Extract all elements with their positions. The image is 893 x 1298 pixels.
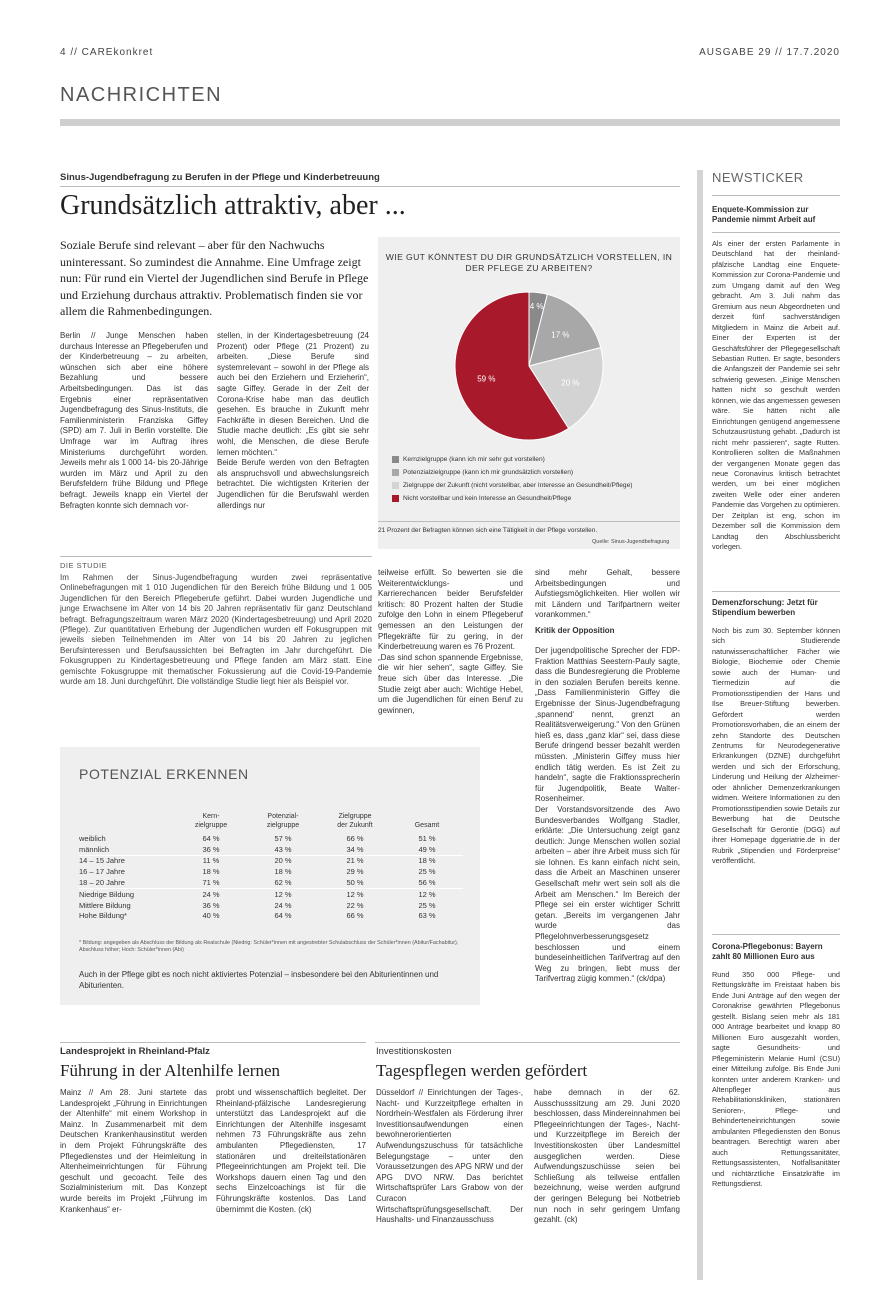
section-rule <box>60 119 840 126</box>
table-cell: 25 % <box>418 867 436 877</box>
article3-rule <box>375 1042 680 1043</box>
legend-swatch <box>392 469 399 476</box>
table-row-label: Hohe Bildung* <box>79 911 127 921</box>
table-header-row <box>79 800 463 833</box>
chart-caption: 21 Prozent der Befragten können sich eine Tätigkeit in der Pflege vorstellen. <box>378 527 598 534</box>
table-cell: 51 % <box>418 833 436 843</box>
pie-chart-box <box>378 237 680 549</box>
table-cell: 24 % <box>175 888 247 899</box>
article2-col-2: probt und wissenschaftlich begleitet. Der Rheinland-pfälzische Landesregierung unterstützt das Landesprojekt auf die Einrichtungen der Altenhilfe insgesamt nehmen 73 Führungskräfte aus zehn ambulanten Pflegediensten, 17 stationären und dreiteilstationären Pflegeeinrichtungen am Projekt teil. Die Workshops dauern einen Tag und den sechs Einzelcoachings ist für die Führungskräfte kostenlos. Das Land übernimmt die Kosten. (ck) <box>216 1088 366 1214</box>
article-col-3: teilweise erfüllt. So bewerten sie die Weiterentwicklungs- und Karrierechancen beider Berufsfelder kritisch: 80 Prozent halten der Studie zufolge den Lohn in einem Pflegeberuf gemessen an den Leistungen der Pflegekräfte für zu gering, in der Kinderbetreuung waren es 76 Prozent. „Das sind schon spannende Ergebnisse, die wir hier sehen“, sagte Giffey. Sie freue sich über das Interesse. „Die Studie zeigt aber auch: Wichtige Hebel, um die Jugendlichen für einen Beruf zu gewinnen, <box>378 568 523 715</box>
table-cell: 18 % <box>274 867 292 877</box>
article-col-4: sind mehr Gehalt, bessere Arbeitsbedingungen und Aufstiegsmöglichkeiten. Hier wollen wir mit Ländern und Tarifpartnern weiter vorankommen.“ <box>535 568 680 620</box>
table-row-label: 16 – 17 Jahre <box>79 867 125 877</box>
table-cell: 18 % <box>202 867 220 877</box>
article3-kicker: Investitionskosten <box>376 1046 452 1057</box>
studie-label: DIE STUDIE <box>60 561 108 570</box>
newsticker-rule <box>712 591 840 592</box>
table-row <box>79 844 463 855</box>
page-number: 4 // CAREkonkret <box>60 47 154 58</box>
table-cell: 57 % <box>274 833 292 843</box>
newsticker-rule <box>712 195 840 196</box>
table-cell: 62 % <box>274 878 292 888</box>
table-row-label: Niedrige Bildung <box>79 888 175 899</box>
table-cell: 49 % <box>418 844 436 854</box>
kicker-rule <box>60 186 680 187</box>
article2-rule <box>60 1042 366 1043</box>
table-row-label: weiblich <box>79 833 106 843</box>
newsticker-rule <box>712 232 840 233</box>
newsticker-headline-2: Demenzforschung: Jetzt für Stipendium bewerben <box>712 598 818 617</box>
table-cell: 21 % <box>319 855 391 866</box>
table-cell: 71 % <box>202 878 220 888</box>
legend-item-nicht <box>392 495 571 502</box>
table-cell: 24 % <box>274 900 292 910</box>
table-cell: 18 % <box>391 855 463 866</box>
chart-title: WIE GUT KÖNNTEST DU DIR GRUNDSÄTZLICH VORSTELLEN, IN DER PFLEGE ZU ARBEITEN? <box>385 252 673 273</box>
table-row <box>79 900 463 911</box>
article-col-1: Berlin // Junge Menschen haben durchaus Interesse an Pflegeberufen und der Kinderbetreuung – zu arbeiten, wünschen sich aber eine höhere Bezahlung und bessere Arbeitsbedingungen. Das ist das Ergebnis einer repräsentativen Jugendbefragung des Sinus-Instituts, die Familienministerin Franziska Giffey (SPD) am 7. Juli in Berlin vorstellte. Die Umfrage war im Auftrag ihres Ministeriums durchgeführt worden. Jeweils mehr als 1 000 14- bis 20-Jährige wurden im März und April zu den Berufsfeldern frühe Bildung und Pflege befragt. Jeweils knapp ein Viertel der Befragten konnte sich demnach vor- <box>60 331 208 510</box>
table-cell: 40 % <box>202 911 220 921</box>
table-row-label: 14 – 15 Jahre <box>79 855 175 866</box>
legend-item-zukunft <box>392 482 632 489</box>
newsticker-headline-3: Corona-Pflegebonus: Bayern zahlt 80 Millionen Euro aus <box>712 942 823 961</box>
pie-slice-label: 4 % <box>529 301 544 311</box>
table-cell: 34 % <box>346 844 364 854</box>
section-title: NACHRICHTEN <box>60 84 223 106</box>
table-row <box>79 911 463 922</box>
table-cell: 56 % <box>418 878 436 888</box>
article2-headline: Führung in der Altenhilfe lernen <box>60 1061 281 1080</box>
legend-swatch <box>392 482 399 489</box>
legend-swatch <box>392 495 399 502</box>
table-header-empty <box>79 800 175 833</box>
article3-headline: Tagespflegen werden gefördert <box>376 1061 588 1080</box>
article-col-4b: Der jugendpolitische Sprecher der FDP-Fraktion Matthias Seestern-Pauly sagte, dass die Bundesregierung die Probleme in den sozialen Berufen bereits kenne. „Dass Familienministerin Giffey die Ergebnisse der Sinus-Jugendbefragung ,spannend‘ nennt, grenzt an Realitätsverweigerung.“ Von den Grünen hieß es, dass „ganz klar“ sei, dass diese Berufe dringend besser bezahlt werden müssten. „Ministerin Giffey muss hier endlich tätig werden. Es ist Zeit zu handeln“, sagte die Fraktionssprecherin für Jugendpolitik, Beate Walter-Rosenheimer. Der Vorstandsvorsitzende des Awo Bundesverbandes Wolfgang Stadler, erklärte: „Die Untersuchung zeigt ganz deutlich: Junge Menschen wollen sozial arbeiten – aber ihre Arbeit muss sich für sie lohnen. Es kann einfach nicht sein, dass die Arbeit an Maschinen unserer Gesellschaft mehr wert sein soll als die Arbeit am Menschen.“ Im Bereich der Pflege sei ein erster wichtiger Schritt getan. „Bereits im vergangenen Jahr wurde das Pflegelohnverbesserungsgesetz beschlossen und einem bundeseinheitlichen Tarifvertrag auf den Weg zu bringen, liebt muss der Tarifvertrag zügig kommen.“ (ck/dpa) <box>535 646 680 984</box>
article2-col-1: Mainz // Am 28. Juni startete das Landesprojekt „Führung in Einrichtungen der Altenhilfe“ mit einem Workshop in Mainz. In Zusammenarbeit mit dem Deutschen Krankenhausinstitut werden in dem Projekt Führungskräfte des Pflegedienstes und der Heimleitung in Altenheimeinrichtungen für Führung geschult und gecoacht. Teile des Sozialministerium mit. Das Konzept wurde bereits im Projekt „Führung im Krankenhaus“ er- <box>60 1088 207 1214</box>
newsticker-title: NEWSTICKER <box>712 170 804 185</box>
table-footnote: * Bildung: angegeben als Abschluss der Bildung als Realschule (Niedrig: Schüler*innen mit angestrebter Schulabschluss der Schüler*innen (Abitur/Fachabitur), Abschluss höher; Hoch: Schüler*innen (Abi) <box>79 940 459 953</box>
table-row <box>79 888 463 899</box>
article2-kicker: Landesprojekt in Rheinland-Pfalz <box>60 1046 210 1057</box>
legend-label: Nicht vorstellbar und kein Interesse an Gesundheit/Pflege <box>403 495 572 502</box>
pie-slice-label: 17 % <box>551 330 570 340</box>
table-row-label: 18 – 20 Jahre <box>79 878 125 888</box>
pie-slice-label: 20 % <box>561 378 580 388</box>
chart-rule <box>378 521 680 522</box>
newsticker-rule <box>712 934 840 935</box>
newsticker-body-2: Noch bis zum 30. September können sich Studierende naturwissenschaftlicher Fächer wie Biologie, Biochemie oder Chemie sowie auch der Human- und Tiermedizin auf die Promotionsstipendien der Hans und Ilse Breuer-Stiftung bewerben. Gefördert werden Promotionsvorhaben, die an einem der zehn Standorte des Deutschen Zentrums für Neurodegenerative Erkrankungen (DZNE) durchgeführt werden und sich der Erforschung, Linderung und Heilung der Alzheimer- oder ähnlicher Demenzerkrankungen widmen. Weitere Informationen zu den Promotionsstipendien sowie Details zur Bewerbung hat die Deutsche Gesellschaft für Gerontie (DGG) auf ihrer Homepage dggeriatrie.de in der Rubrik „Stipendien und Förderpreise“ veröffentlicht. <box>712 626 840 865</box>
table-cell: 11 % <box>175 855 247 866</box>
potenzial-title: POTENZIAL ERKENNEN <box>79 766 249 782</box>
article3-col-1: Düsseldorf // Einrichtungen der Tages-, Nacht- und Kurzzeitpflege erhalten in Nordrhein-Westfalen als Förderung ihrer Investitionsaufwendungen einen bewohnerorientierten Aufwendungszuschuss für tatsächliche Belegungstage – unter den Voraussetzungen des APG NRW und der APG DVO NRW. Das berichtet Wirtschaftsprüfer Lars Grabow von der Curacon Wirtschaftsprüfungsgesellschaft. Der Haushalts- und Finanzausschuss <box>376 1088 523 1225</box>
table-row <box>79 833 463 844</box>
potenzial-box <box>60 747 480 1005</box>
article-lead: Soziale Berufe sind relevant – aber für den Nachwuchs uninteressant. So zumindest die Annahme. Eine Umfrage zeigt nun: Für rund ein Viertel der Jugendlichen sind Berufe in Pflege und Erziehung durchaus attraktiv. Problematisch finden sie vor allem die Rahmenbedingungen. <box>60 238 369 319</box>
table-cell: 29 % <box>346 867 364 877</box>
table-note: Auch in der Pflege gibt es noch nicht aktiviertes Potenzial – insbesondere bei den Abiturientinnen und Abiturienten. <box>79 970 439 990</box>
table-cell: 20 % <box>247 855 319 866</box>
table-row-label: männlich <box>79 844 110 854</box>
legend-label: Zielgruppe der Zukunft (nicht vorstellbar, aber Interesse an Gesundheit/Pflege) <box>403 482 633 489</box>
table-cell: 36 % <box>202 844 220 854</box>
table-cell: 22 % <box>346 900 364 910</box>
table-cell: 50 % <box>346 878 364 888</box>
table-row <box>79 866 463 877</box>
table-header: Gesamt <box>414 822 440 829</box>
table-cell: 66 % <box>346 833 364 843</box>
table-cell: 12 % <box>391 888 463 899</box>
newsticker-body-3: Rund 350 000 Pflege- und Rettungskräfte im Freistaat haben bis Ende Juni Anträge auf den wegen der Coronakrise gewährten Pflegebonus gestellt. Bislang seien mehr als 181 000 Anträge bearbeitet und knapp 80 Millionen Euro ausgezahlt worden, sagte Gesundheits- und Pflegeministerin Melanie Huml (CSU) einer Mitteilung zufolge. Bis Ende Juni konnten unter anderem Kranken- und Altenpfleger aus Rehabilitationskliniken, stationären Senioren-, Pflege- und Behinderteneinrichtungen sowie ambulanten Pflegediensten den Bonus beantragen. Berechtigt waren aber auch Rettungssanitäter, Rettungsassistenten, Notfallsanitäter und nichtärztliche Einsatzkräfte im Rettungsdienst. <box>712 970 840 1189</box>
pie-chart <box>378 282 680 450</box>
legend-label: Kernzielgruppe (kann ich mir sehr gut vorstellen) <box>403 456 545 463</box>
table-cell: 36 % <box>202 900 220 910</box>
table-cell: 12 % <box>319 888 391 899</box>
issue-date: AUSGABE 29 // 17.7.2020 <box>699 47 840 58</box>
table-row-label: Mittlere Bildung <box>79 900 131 910</box>
table-cell: 12 % <box>247 888 319 899</box>
legend-item-potenzial <box>392 469 573 476</box>
pie-slice-label: 59 % <box>477 374 496 384</box>
table-cell: 25 % <box>418 900 436 910</box>
newsticker <box>697 170 840 1292</box>
table-row <box>79 877 463 888</box>
table-header: Kern- zielgruppe <box>194 813 228 829</box>
chart-source: Quelle: Sinus-Jugendbefragung <box>592 539 670 545</box>
studie-rule <box>60 556 372 557</box>
table-cell: 63 % <box>418 911 436 921</box>
table-cell: 66 % <box>346 911 364 921</box>
table-cell: 64 % <box>202 833 220 843</box>
article-subhead: Kritik der Opposition <box>535 626 615 635</box>
table-row <box>79 855 463 866</box>
table-cell: 43 % <box>274 844 292 854</box>
table-cell: 64 % <box>274 911 292 921</box>
article-kicker: Sinus-Jugendbefragung zu Berufen in der Pflege und Kinderbetreuung <box>60 172 380 183</box>
article-col-2: stellen, in der Kindertagesbetreuung (24 Prozent) oder Pflege (21 Prozent) zu arbeiten. „Diese Berufe sind systemrelevant – sowohl in der Pflege als auch bei den Erziehern und Erzieherin“, sagte Giffey. Gerade in der Zeit der Corona-Krise habe man das deutlich gesehen. Es brauche in Zukunft mehr Fachkräfte in diesen Bereichen. Und die Studie mache deutlich: „Es gibt sie sehr wohl, die Menschen, die diese Berufe lernen möchten.“ Beide Berufe werden von den Befragten als anspruchsvoll und abwechslungsreich betrachtet. Die wichtigsten Kriterien der Jugendlichen für die Berufswahl werden allerdings nur <box>217 331 369 510</box>
newsticker-bar <box>697 170 703 1280</box>
newsticker-body-1: Als einer der ersten Parlamente in Deutschland hat der rheinland-pfälzische Landtag eine Enquete-Kommission zur Corona-Pandemie und zum Umgang damit auf den Weg gebracht. Am 3. Juli nahm das Gremium aus neun Abgeordneten und derzeit fünf sachverständigen Mitgliedern in Mainz die Arbeit auf. Einer der Experten ist der Geschäftsführer der Pflegegesellschaft Sebastian Rutten. Er sagte, besonders die Anfangszeit der Pandemie sei sehr schwierig gewesen. „Einige Menschen hatten nicht so geschult werden können, wie das angemessen gewesen wäre. Sie hätten nicht alle Einrichtungen genügend angemessene Schutzausrüstung gehabt. „Dadurch ist nicht mehr passieren“, sagte Rutten. Kontrollieren sollten die Maßnahmen der vergangenen Monate gegen das neue Coronavirus kritisch betrachtet werden, um bei einer möglichen zweiten Welle oder einer anderen Pandemie das Vorgehen zu optimieren. Der Zeitplan ist eng, schon im Dezember soll die Kommission dem Landtag den Abschlussbericht vorlegen. <box>712 239 840 552</box>
table-header: Zielgruppe der Zukunft <box>337 813 373 829</box>
studie-text: Im Rahmen der Sinus-Jugendbefragung wurden zwei repräsentative Onlinebefragungen mit 1 010 Jugendlichen für den Bereich frühe Bildung und 1 005 Jugendlichen für den Bereich Pflegeberufe geführt. Dabei wurden Jugendliche und junge Erwachsene im Alter von 14 bis 20 Jahren repräsentativ für ganz Deutschland befragt. Befragungszeitraum waren März 2020 (Kindertagesbetreuung) und April 2020 (Pflege). Zur quantitativen Erhebung der Jugendlichen wurden elf Fokusgruppen mit jeweils sieben Teilnehmenden im Alter von 14 bis 20 Jahren zu jeglichen Berufsinteressen und Berufsaussichten bei Befragten im Jahr durchgeführt. Die Fokusgruppen zu Kindertagesbetreuung und Pflege fanden am März statt. Eine gemischte Fokusgruppe mit thematischer Fokussierung auf die Covid-19-Pandemie wurde am 18. Juni durchgeführt. Die vollständige Studie liegt hier als Beispiel vor. <box>60 573 372 687</box>
legend-swatch <box>392 456 399 463</box>
article-headline: Grundsätzlich attraktiv, aber ... <box>60 190 406 221</box>
potenzial-table <box>79 800 463 921</box>
legend-item-kern <box>392 456 545 463</box>
table-header: Potenzial- zielgruppe <box>266 813 300 829</box>
newsticker-headline-1: Enquete-Kommission zur Pandemie nimmt Arbeit auf <box>712 205 816 224</box>
article3-col-2: habe demnach in der 62. Ausschusssitzung am 29. Juni 2020 beschlossen, dass Mindereinnahmen bei Pflegeeinrichtungen der Tages-, Nacht- und Kurzzeitpflege im Bereich der Investitionskosten über Landesmittel ausgeglichen werden. Diese Aufwendungszuschüsse seien bei Schließung als teilweise entfallen bezeichnung, weise werden aufgrund der geringen Belegung bei Notbetrieb nun noch in sehr geringem Umfang gezahlt. (ck) <box>534 1088 680 1225</box>
legend-label: Potenzialzielgruppe (kann ich mir grundsätzlich vorstellen) <box>403 469 574 476</box>
